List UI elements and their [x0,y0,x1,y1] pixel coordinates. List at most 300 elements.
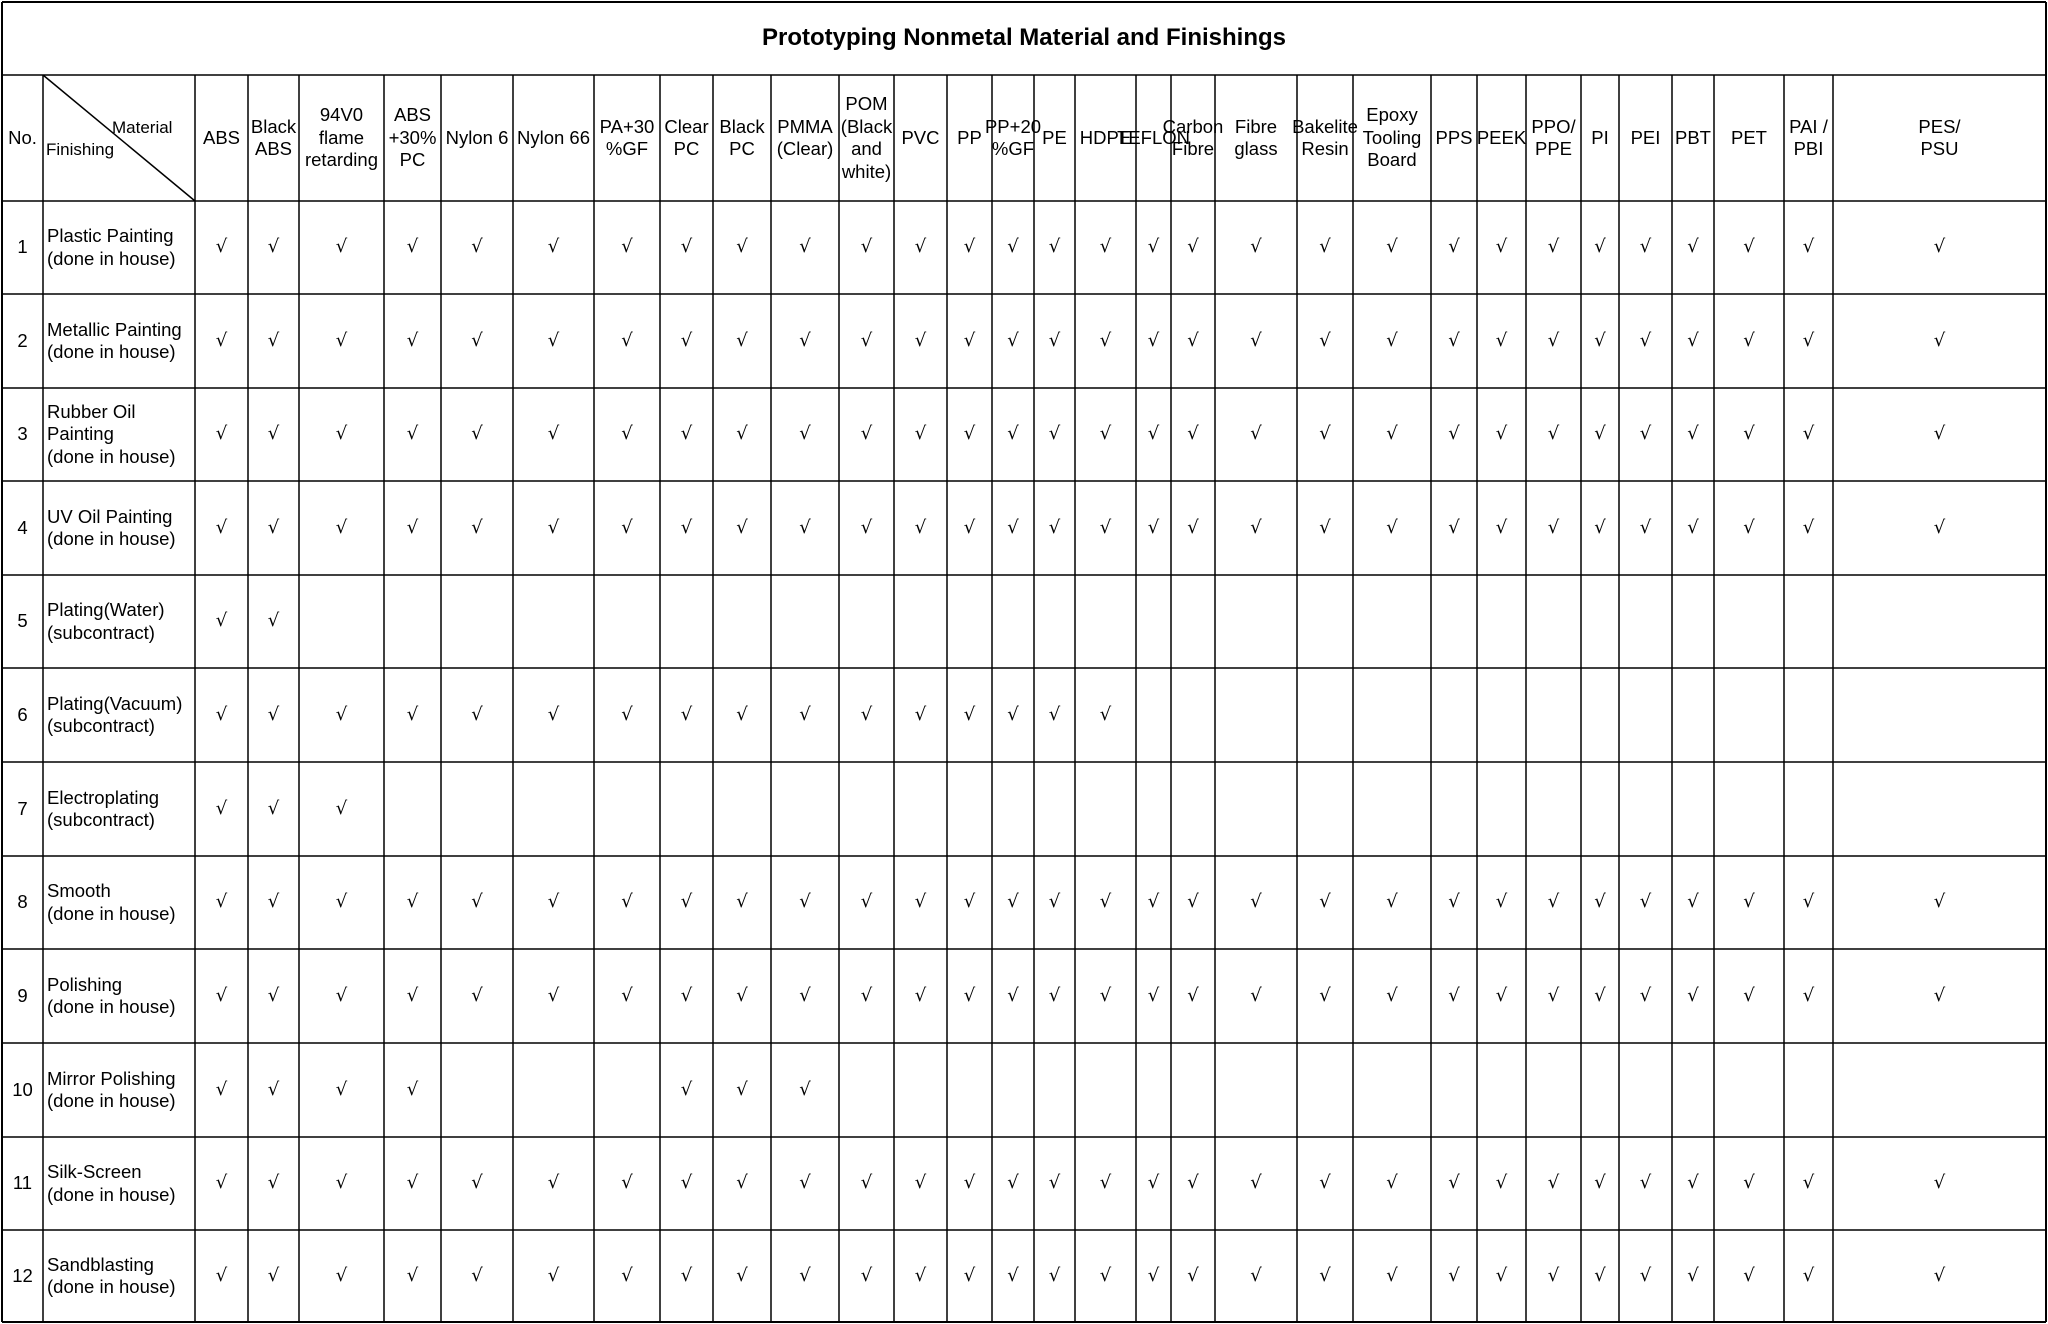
material-axis-label: Material [112,118,173,137]
check-mark: √ [335,329,348,351]
empty-cell [1619,668,1672,762]
check-mark: √ [267,1264,280,1286]
material-header-27 [1672,75,1714,201]
check-mark: √ [914,1264,927,1286]
material-header-line: PES/ [1918,115,1961,137]
check-mark: √ [1933,891,1946,913]
empty-cell [1215,762,1297,856]
check-mark: √ [621,516,633,538]
check-mark: √ [736,329,748,351]
check-mark: √ [1048,329,1061,351]
material-header-line: retarding [304,149,378,171]
check-mark: √ [1743,1264,1755,1286]
finishing-name-line: (done in house) [47,1090,176,1111]
check-mark: √ [914,1172,927,1194]
material-header-6 [513,75,594,201]
check-mark: √ [1687,891,1699,913]
check-mark: √ [736,1078,748,1100]
empty-cell [1297,575,1353,668]
material-header-8 [660,75,713,201]
material-header-28 [1714,75,1784,201]
empty-cell [947,575,992,668]
material-header-line: (Clear) [776,138,834,159]
check-mark: √ [1495,1172,1508,1194]
finishing-name [43,1230,195,1322]
check-mark: √ [680,703,693,725]
check-mark: √ [215,984,228,1006]
check-mark: √ [1495,329,1508,351]
material-header-29 [1784,75,1833,201]
check-mark: √ [1386,423,1398,445]
material-header-23 [1477,75,1526,201]
check-mark: √ [267,1078,280,1100]
check-mark: √ [267,236,280,258]
empty-cell [1431,668,1477,762]
check-mark: √ [1319,1172,1331,1194]
check-mark: √ [1048,423,1061,445]
check-mark: √ [680,1172,693,1194]
row-number: 2 [17,329,28,351]
check-mark: √ [680,1264,693,1286]
check-mark: √ [1007,1172,1019,1194]
check-mark: √ [860,423,873,445]
material-header-line: +30% [388,126,437,148]
check-mark: √ [406,329,419,351]
check-mark: √ [335,236,348,258]
check-mark: √ [1933,984,1946,1006]
material-header-line: 94V0 [319,104,364,126]
empty-cell [1477,575,1526,668]
check-mark: √ [1547,423,1560,445]
check-mark: √ [1099,703,1112,725]
material-header-line: Epoxy [1366,104,1418,126]
check-mark: √ [1187,516,1199,538]
check-mark: √ [963,1264,976,1286]
check-mark: √ [335,1172,348,1194]
material-header-text [1631,127,1661,150]
check-mark: √ [1547,1172,1560,1194]
check-mark: √ [621,891,633,913]
check-mark: √ [963,423,976,445]
check-mark: √ [406,236,419,258]
check-mark: √ [1319,984,1331,1006]
finishing-name-text [47,880,176,925]
finishing-name-text [47,693,182,738]
empty-cell [1136,575,1171,668]
check-mark: √ [471,423,483,445]
empty-cell [1075,762,1136,856]
check-mark: √ [1007,984,1019,1006]
empty-cell [1171,668,1215,762]
check-mark: √ [860,1264,873,1286]
material-header-1 [195,75,248,201]
check-mark: √ [914,516,927,538]
check-mark: √ [215,1078,228,1100]
finishing-axis-label: Finishing [46,140,115,159]
check-mark: √ [680,423,693,445]
check-mark: √ [914,329,927,351]
check-mark: √ [799,891,811,913]
check-mark: √ [860,1172,873,1194]
check-mark: √ [1933,329,1946,351]
check-mark: √ [1639,984,1652,1006]
empty-cell [1619,762,1672,856]
check-mark: √ [1743,984,1755,1006]
material-header-text [1363,104,1422,172]
check-mark: √ [1802,891,1815,913]
material-header-11 [839,75,894,201]
finishing-name-line: Painting [47,423,114,445]
empty-cell [1833,762,2046,856]
check-mark: √ [1048,984,1061,1006]
check-mark: √ [860,891,873,913]
check-mark: √ [406,984,419,1006]
check-mark: √ [1448,329,1460,351]
check-mark: √ [1448,1264,1460,1286]
check-mark: √ [471,516,483,538]
material-header-line: flame [318,126,365,148]
row-number: 10 [12,1078,33,1100]
empty-cell [1431,575,1477,668]
check-mark: √ [621,703,633,725]
empty-cell [947,1043,992,1137]
finishing-name-line: Plating(Vacuum) [47,692,183,714]
check-mark: √ [860,984,873,1006]
empty-cell [660,762,713,856]
empty-cell [894,762,947,856]
material-header-text [985,116,1041,161]
empty-cell [1477,1043,1526,1137]
material-header-line: PP+20 [984,115,1042,137]
material-header-26 [1619,75,1672,201]
check-mark: √ [1187,891,1199,913]
check-mark: √ [267,1172,280,1194]
check-mark: √ [1187,423,1199,445]
check-mark: √ [1048,1264,1061,1286]
material-header-line: PPE [1534,138,1573,159]
material-header-line: PSU [1920,138,1959,159]
empty-cell [1672,762,1714,856]
check-mark: √ [1187,1264,1199,1286]
check-mark: √ [1099,236,1112,258]
finishing-name-text [47,599,165,644]
empty-cell [894,1043,947,1137]
check-mark: √ [1933,236,1946,258]
check-mark: √ [1147,984,1160,1006]
check-mark: √ [1594,329,1606,351]
finishing-name-line: (subcontract) [47,621,155,643]
row-number: 7 [17,797,28,819]
check-mark: √ [1743,329,1755,351]
check-mark: √ [215,423,228,445]
check-mark: √ [1319,891,1331,913]
material-header-line: PI [1591,126,1609,148]
material-header-line: Nylon 6 [445,126,509,148]
material-header-line: PC [399,149,426,171]
check-mark: √ [1250,329,1262,351]
check-mark: √ [471,703,483,725]
finishing-name-line: (subcontract) [47,809,155,830]
material-header-line: %GF [605,138,649,159]
empty-cell [1034,575,1075,668]
material-header-2 [248,75,299,201]
check-mark: √ [1448,236,1460,258]
check-mark: √ [215,1172,228,1194]
check-mark: √ [680,516,693,538]
check-mark: √ [963,329,976,351]
finishing-name [43,388,195,481]
material-header-line: PVC [901,126,940,148]
material-header-line: PA+30 [599,115,655,137]
check-mark: √ [215,1264,228,1286]
check-mark: √ [1743,236,1755,258]
material-header-9 [713,75,771,201]
check-mark: √ [1147,1172,1160,1194]
check-mark: √ [1687,516,1699,538]
check-mark: √ [1495,1264,1508,1286]
check-mark: √ [406,1078,419,1100]
finishing-name-line: (done in house) [47,902,176,924]
empty-cell [594,762,660,856]
material-header-text [1591,127,1608,150]
check-mark: √ [1147,891,1160,913]
check-mark: √ [963,236,976,258]
empty-cell [1619,575,1672,668]
check-mark: √ [914,236,927,258]
material-header-line: PC [729,138,755,159]
check-mark: √ [1802,516,1815,538]
empty-cell [1075,575,1136,668]
material-header-line: HDPE [1079,126,1132,148]
empty-cell [992,1043,1034,1137]
check-mark: √ [799,329,811,351]
check-mark: √ [1802,236,1815,258]
empty-cell [1833,1043,2046,1137]
check-mark: √ [1495,891,1508,913]
check-mark: √ [1933,1264,1946,1286]
check-mark: √ [736,984,748,1006]
material-header-line: white) [841,160,892,182]
material-header-line: PEEK [1476,126,1527,148]
material-header-text [1918,116,1960,161]
check-mark: √ [1687,423,1699,445]
check-mark: √ [1048,703,1061,725]
check-mark: √ [1187,1172,1199,1194]
finishing-name-line: (done in house) [47,528,176,549]
check-mark: √ [547,703,560,725]
finishing-name [43,668,195,762]
material-header-text [1731,127,1767,150]
check-mark: √ [914,891,927,913]
empty-cell [839,575,894,668]
material-header-text [517,127,590,150]
check-mark: √ [1802,423,1815,445]
check-mark: √ [215,797,228,819]
check-mark: √ [621,423,633,445]
empty-cell [441,762,513,856]
check-mark: √ [267,703,280,725]
check-mark: √ [799,423,811,445]
empty-cell [1526,762,1581,856]
check-mark: √ [267,610,280,632]
check-mark: √ [335,516,348,538]
check-mark: √ [1547,984,1560,1006]
check-mark: √ [215,610,228,632]
check-mark: √ [1933,1172,1946,1194]
check-mark: √ [799,1264,811,1286]
empty-cell [1477,762,1526,856]
check-mark: √ [736,1264,748,1286]
material-header-text [719,116,764,161]
material-header-line: Resin [1301,138,1349,159]
empty-cell [1171,762,1215,856]
material-header-21 [1353,75,1431,201]
material-header-line: PBT [1675,126,1711,148]
material-header-line: and [851,138,882,159]
check-mark: √ [963,703,976,725]
row-number: 11 [12,1172,33,1194]
check-mark: √ [1250,423,1262,445]
check-mark: √ [680,236,693,258]
material-header-line: PBI [1793,138,1824,159]
finishing-name [43,762,195,856]
empty-cell [1353,575,1431,668]
check-mark: √ [1639,423,1652,445]
check-mark: √ [736,703,748,725]
check-mark: √ [1386,1172,1398,1194]
material-header-line: Bakelite [1292,115,1358,137]
empty-cell [1581,1043,1619,1137]
page-title: Prototyping Nonmetal Material and Finishings [761,24,1287,51]
check-mark: √ [1547,1264,1560,1286]
finishing-name-text [47,1161,176,1206]
empty-cell [1215,1043,1297,1137]
finishing-name-text [47,787,159,832]
check-mark: √ [1147,1264,1160,1286]
empty-cell [1714,668,1784,762]
check-mark: √ [1007,236,1019,258]
check-mark: √ [1802,984,1815,1006]
check-mark: √ [471,1264,483,1286]
empty-cell [1136,762,1171,856]
check-mark: √ [335,984,348,1006]
check-mark: √ [914,423,927,445]
check-mark: √ [267,516,280,538]
material-header-line: ABS [393,104,432,126]
empty-cell [1136,1043,1171,1137]
empty-cell [1353,668,1431,762]
check-mark: √ [1547,236,1560,258]
check-mark: √ [1495,236,1508,258]
material-header-text [1042,127,1067,150]
empty-cell [513,762,594,856]
material-header-text [841,93,892,183]
check-mark: √ [1386,236,1398,258]
check-mark: √ [1007,329,1019,351]
row-number: 3 [17,423,28,445]
empty-cell [299,575,384,668]
material-header-text [1234,116,1277,161]
check-mark: √ [1495,423,1508,445]
check-mark: √ [799,984,811,1006]
check-mark: √ [215,703,228,725]
check-mark: √ [1187,329,1199,351]
empty-cell [894,575,947,668]
empty-cell [384,575,441,668]
check-mark: √ [547,236,560,258]
finishing-name-line: (done in house) [47,341,176,362]
check-mark: √ [860,516,873,538]
finishing-name-line: Sandblasting [47,1253,154,1275]
check-mark: √ [1448,984,1460,1006]
check-mark: √ [1639,1264,1652,1286]
check-mark: √ [1594,984,1606,1006]
empty-cell [1526,668,1581,762]
check-mark: √ [1802,1172,1815,1194]
check-mark: √ [1639,329,1652,351]
empty-cell [1297,668,1353,762]
check-mark: √ [1048,891,1061,913]
empty-cell [1353,1043,1431,1137]
material-header-text [1435,127,1472,150]
check-mark: √ [547,1264,560,1286]
check-mark: √ [914,703,927,725]
check-mark: √ [1594,423,1606,445]
finishing-name-line: Smooth [47,880,111,901]
empty-cell [594,1043,660,1137]
material-header-line: Board [1367,149,1417,171]
check-mark: √ [963,1172,976,1194]
material-header-15 [1034,75,1075,201]
check-mark: √ [1007,891,1019,913]
empty-cell [1619,1043,1672,1137]
check-mark: √ [267,984,280,1006]
empty-cell [713,762,771,856]
empty-cell [713,575,771,668]
empty-cell [1714,575,1784,668]
material-header-20 [1292,75,1358,201]
material-header-text [1789,116,1828,161]
check-mark: √ [547,516,560,538]
check-mark: √ [680,891,693,913]
check-mark: √ [1743,891,1755,913]
material-header-text [664,116,708,161]
row-number: 1 [17,236,28,258]
empty-cell [1784,668,1833,762]
finishing-name-text [47,225,176,270]
check-mark: √ [335,1078,348,1100]
empty-cell [1136,668,1171,762]
check-mark: √ [1187,984,1199,1006]
material-header-line: Nylon 66 [516,126,590,148]
check-mark: √ [1802,329,1815,351]
check-mark: √ [1319,1264,1331,1286]
check-mark: √ [1594,516,1606,538]
check-mark: √ [1386,516,1398,538]
material-header-text [251,116,296,161]
check-mark: √ [1007,703,1019,725]
material-header-line: PP [957,126,982,148]
empty-cell [1714,1043,1784,1137]
check-mark: √ [1639,236,1652,258]
check-mark: √ [406,516,419,538]
material-header-text [901,127,939,150]
check-mark: √ [215,329,228,351]
check-mark: √ [1594,1172,1606,1194]
row-number: 9 [17,984,28,1006]
check-mark: √ [1687,236,1699,258]
finishing-name-line: Plating(Water) [47,599,165,620]
